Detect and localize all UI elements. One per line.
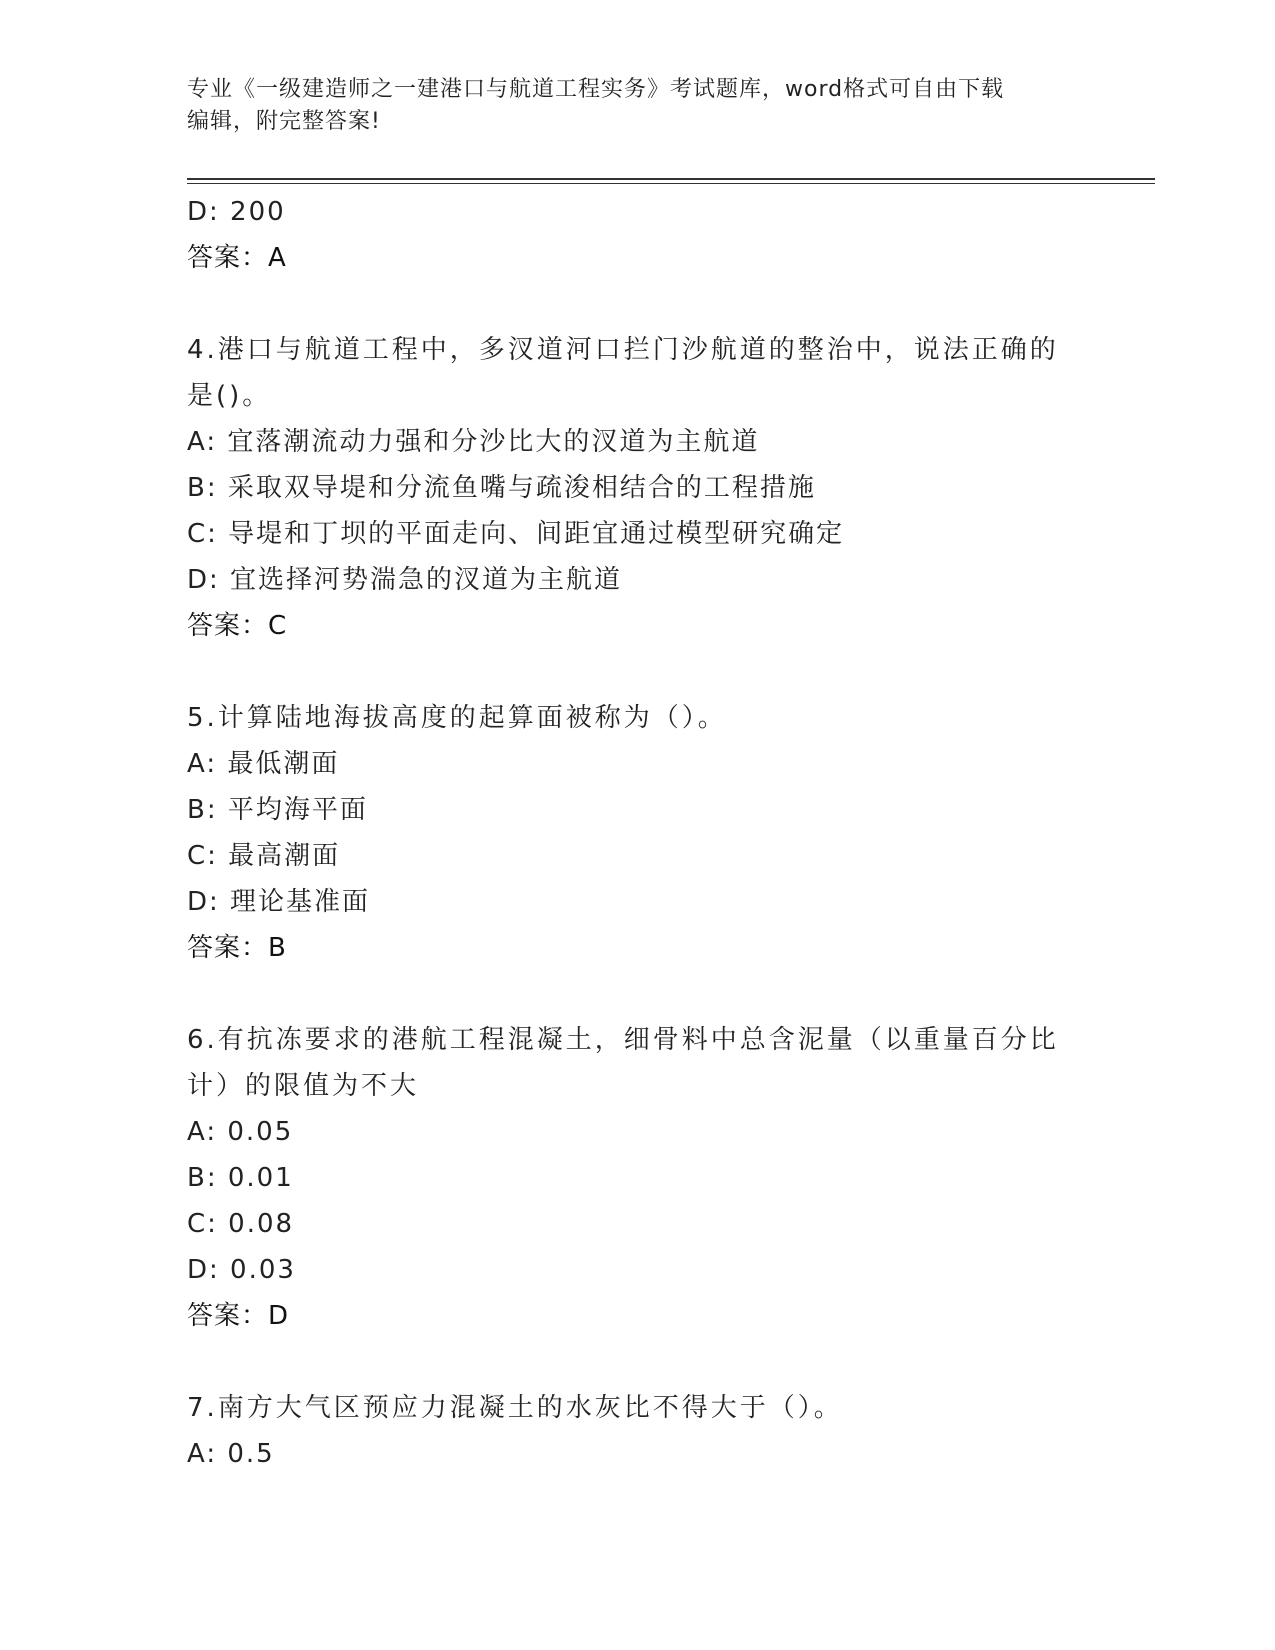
option-c: C: 最高潮面 [187, 841, 341, 871]
answer-label: 答案：B [187, 933, 287, 963]
header-divider-thick [187, 178, 1155, 180]
document-header [187, 74, 1067, 138]
question-text-cont: 计）的限值为不大 [187, 1071, 420, 1101]
question-text: 6.有抗冻要求的港航工程混凝土，细骨料中总含泥量（以重量百分比 [187, 1025, 1059, 1055]
answer-label: 答案：A [187, 243, 287, 273]
option-a: A: 宜落潮流动力强和分沙比大的汊道为主航道 [187, 427, 760, 457]
answer-label: 答案：D [187, 1301, 290, 1331]
question-4 [187, 327, 1087, 649]
option-b: B: 0.01 [187, 1163, 294, 1193]
option-d: D: 宜选择河势湍急的汊道为主航道 [187, 565, 623, 595]
option-d: D: 0.03 [187, 1255, 296, 1285]
option-d: D: 200 [187, 197, 286, 227]
question-text: 4.港口与航道工程中，多汊道河口拦门沙航道的整治中，说法正确的 [187, 335, 1059, 365]
option-a: A: 0.05 [187, 1117, 294, 1147]
header-divider-thin [187, 183, 1155, 184]
question-7 [187, 1385, 1087, 1477]
question-text: 7.南方大气区预应力混凝土的水灰比不得大于（）。 [187, 1393, 843, 1423]
option-c: C: 导堤和丁坝的平面走向、间距宜通过模型研究确定 [187, 519, 845, 549]
question-text: 5.计算陆地海拔高度的起算面被称为（）。 [187, 703, 727, 733]
option-a: A: 0.5 [187, 1439, 275, 1469]
question-list [187, 189, 1087, 1477]
option-a: A: 最低潮面 [187, 749, 340, 779]
option-c: C: 0.08 [187, 1209, 295, 1239]
header-line-2: 编辑，附完整答案! [187, 109, 381, 134]
option-b: B: 平均海平面 [187, 795, 368, 825]
answer-label: 答案：C [187, 611, 288, 641]
previous-question-tail [187, 189, 1087, 281]
option-b: B: 采取双导堤和分流鱼嘴与疏浚相结合的工程措施 [187, 473, 816, 503]
header-line-1: 专业《一级建造师之一建港口与航道工程实务》考试题库，word格式可自由下载 [187, 77, 1005, 102]
question-6 [187, 1017, 1087, 1339]
question-5 [187, 695, 1087, 971]
question-text-cont: 是()。 [187, 381, 272, 411]
option-d: D: 理论基准面 [187, 887, 371, 917]
